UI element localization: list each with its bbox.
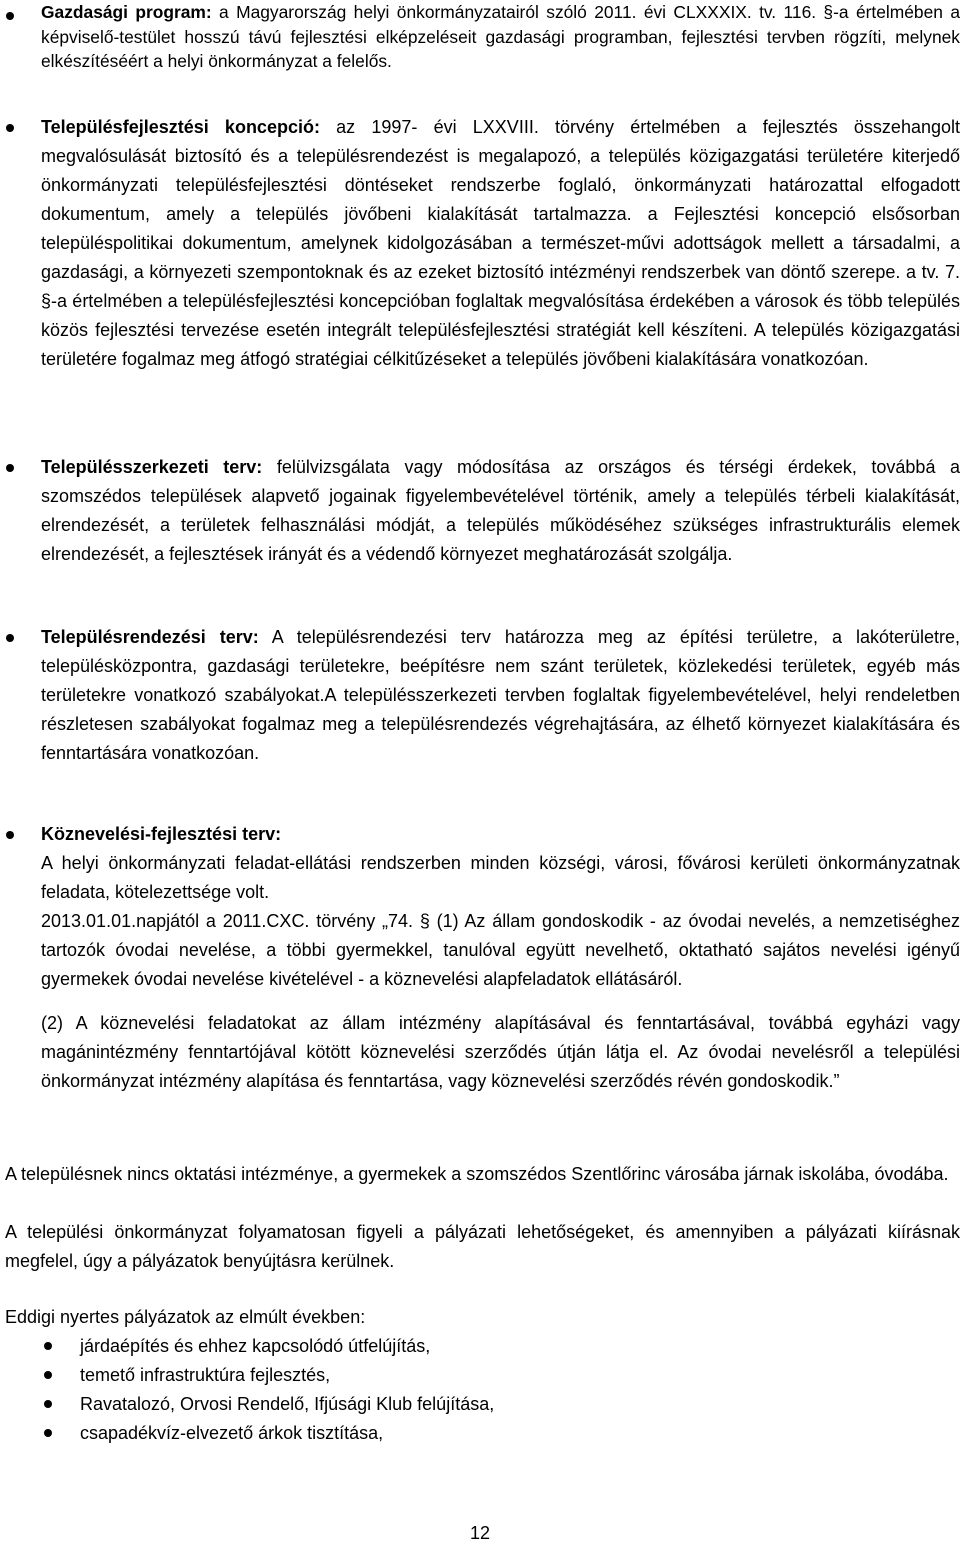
term-label: Gazdasági program: [41,2,212,22]
list-item: Ravatalozó, Orvosi Rendelő, Ifjúsági Klub felújítása, [80,1394,495,1414]
page-number: 12 [469,1523,491,1543]
section-koznevelesi-fejlesztesi-terv [41,820,960,1096]
bullet-icon [6,634,14,642]
paragraph: (2) A köznevelési feladatokat az állam intézmény alapításával és fenntartásával, továbbá egyházi vagy magánintézmény fenntartójával kötött köznevelési szerződés útján látja el. Az óvodai nevelésről a települési önkormányzat intézmény alapítása és fenntartása, vagy köznevelési szerződés révén gondoskodik.” [41,1013,960,1091]
paragraph: 2013.01.01.napjától a 2011.CXC. törvény „74. § (1) Az állam gondoskodik - az óvodai nevelés, a nemzetiséghez tartozók óvodai nevelése, a többi gyermekkel, tanulóval együtt nevelhető, oktatható sajátos nevelési igényű gyermekek óvodai nevelése kivételével - a köznevelési alapfeladatok ellátásáról. [41,911,960,989]
list-item: temető infrastruktúra fejlesztés, [80,1365,331,1385]
paragraph: A helyi önkormányzati feladat-ellátási rendszerben minden községi, városi, fővárosi kerületi önkormányzatnak feladata, kötelezettsége volt. [41,853,960,902]
term-text-serif: az 1997- évi LXXVIII. [319,117,539,137]
section-telepulesfejlesztesi-koncepcio [41,113,960,374]
section-telepulesrendezesi-terv [41,623,960,768]
term-label: Településszerkezeti terv: [41,457,263,477]
paragraph-palyazati-lehetosegek: A települési önkormányzat folyamatosan figyeli a pályázati lehetőségeket, és amennyiben a pályázati kiírásnak megfelel, úgy a pályázatok benyújtásra kerülnek. [5,1222,960,1271]
list-item: járdaépítés és ehhez kapcsolódó útfelújítás, [80,1336,431,1356]
term-text: a Magyarország helyi önkormányzatairól szóló 2011. évi CLXXXIX. tv. 116. §-a értelmében a képviselő-testület hosszú távú fejlesztési elképzeléseit gazdasági programban, fejlesztési tervben rögzíti, melynek elkészítéséért a helyi önkormányzat a felelős. [41,2,960,71]
term-label: Köznevelési-fejlesztési terv: [41,824,282,844]
bullet-icon [6,12,14,20]
bullet-icon [6,124,14,132]
bullet-icon [6,831,14,839]
bullet-icon [44,1400,52,1408]
bullet-icon [44,1371,52,1379]
list-item: csapadékvíz-elvezető árkok tisztítása, [80,1423,384,1443]
paragraph-oktatasi-intezmeny: A településnek nincs oktatási intézménye, a gyermekek a szomszédos Szentlőrinc városába járnak iskolába, óvodába. [5,1164,949,1184]
bullet-icon [6,464,14,472]
term-text: A településrendezési terv határozza meg az építési területre, a lakóterületre, településközpontra, gazdasági területekre, beépítésre nem szánt területek, közlekedési területek, egyéb más területekre vonatkozó szabályokat.A településszerkezeti tervben foglaltak figyelembevételével, helyi rendeletben részletesen szabályokat fogalmaz meg a településrendezés végrehajtására, az élhető környezet kialakítására és fenntartására vonatkozóan. [41,627,960,763]
section-telepulesszerkezeti-terv [41,453,960,569]
section-gazdasagi-program [41,0,960,74]
term-label: Településrendezési terv: [41,627,259,647]
bullet-icon [44,1429,52,1437]
term-text: törvény értelmében a fejlesztés összehangolt megvalósulását biztosító és a településrendezést is megalapozó, a település közigazgatási területére kiterjedő önkormányzati településfejlesztési döntéseket rendszerbe foglaló, önkormányzati határozattal elfogadott dokumentum, amely a település jövőbeni kialakítását tartalmazza. a Fejlesztési koncepció elsősorban településpolitikai dokumentum, amelynek kidolgozásában a természet-művi adottságok mellett a társadalmi, a gazdasági, a környezeti szempontoknak és az ezeket biztosító intézményi rendszerbek van döntő szerepe. a tv. 7. §-a értelmében a településfejlesztési koncepcióban foglaltak megvalósítása érdekében a városok és több település közös fejlesztési tervezése esetén integrált településfejlesztési stratégiát kell készíteni. A település közigazgatási területére fogalmaz meg átfogó stratégiai célkitűzéseket a település jövőbeni kialakítására vonatkozóan. [41,117,960,369]
bullet-icon [44,1342,52,1350]
list-intro: Eddigi nyertes pályázatok az elmúlt években: [5,1307,366,1327]
term-label: Településfejlesztési koncepció: [41,117,320,137]
term-text: felülvizsgálata vagy módosítása az országos és térségi érdekek, továbbá a szomszédos települések alapvető jogainak figyelembevételével történik, amely a település térbeli kialakítását, elrendezését, a területek felhasználási módját, a település működéséhez szükséges infrastrukturális elemek elrendezését, a fejlesztések irányát és a védendő környezet meghatározását szolgálja. [41,457,960,564]
